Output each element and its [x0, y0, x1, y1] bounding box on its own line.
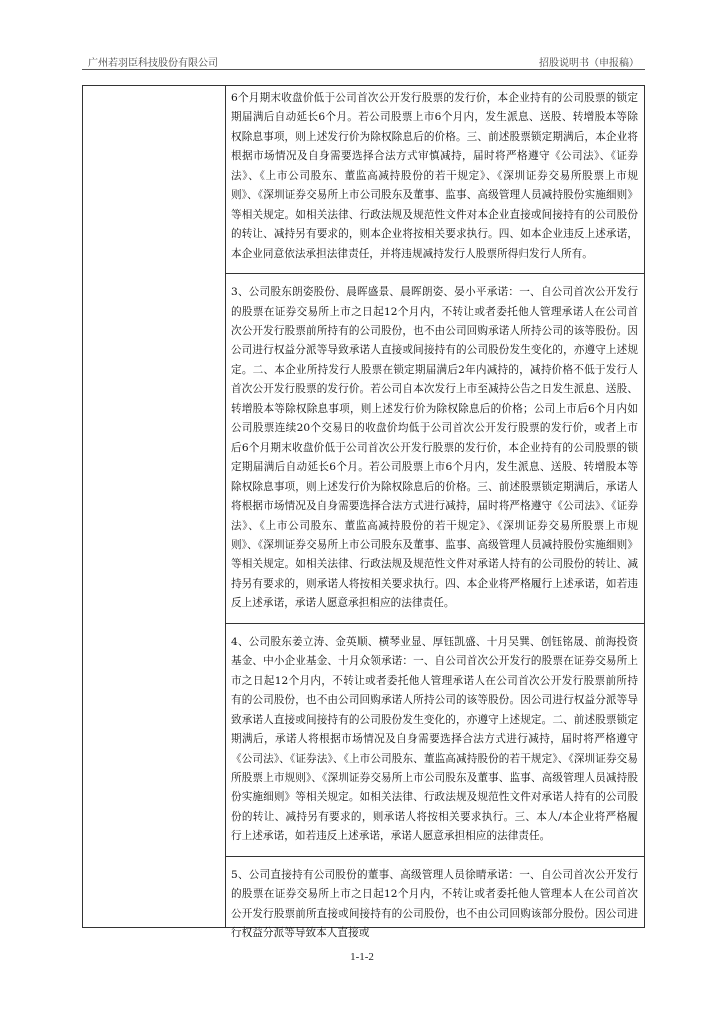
paragraph-continuation: 6个月期末收盘价低于公司首次公开发行股票的发行价，本企业持有的公司股票的锁定期届满后自动延长6个月。若公司股票上市6个月内，发生派息、送股、转增股本等除权除息事项，则上述发行价为除权除息后的价格。三、前述股票锁定期满后，本企业将根据市场情况及自身需要选择合法方式审慎减持，届时将严格遵守《公司法》、《证券法》、《上市公司股东、董监高减持股份的若干规定》、《深圳证券交易所股票上市规则》、《深圳证券交易所上市公司股东及董事、监事、高级管理人员减持股份实施细则》等相关规定。如相关法律、行政法规及规范性文件对本企业直接或间接持有的公司股份的转让、减持另有要求的，则本企业将按相关要求执行。四、如本企业违反上述承诺，本企业同意依法承担法律责任，并将违规减持发行人股票所得归发行人所有。	[231, 92, 638, 260]
row-divider	[226, 273, 644, 274]
row-divider	[226, 623, 644, 624]
paragraph-item-5: 5、公司直接持有公司股份的董事、高级管理人员徐晴承诺：一、自公司首次公开发行的股票在证券交易所上市之日起12个月内，不转让或者委托他人管理本人在公司首次公开发行股票前所直接或间接持有的公司股份，也不由公司回购该部分股份。因公司进行权益分派等导致本人直接或	[231, 868, 638, 940]
table-label-cell	[83, 86, 226, 927]
commitment-table	[82, 85, 645, 940]
document-title: 招股说明书（申报稿）	[539, 58, 639, 69]
company-name: 广州若羽臣科技股份有限公司	[88, 58, 218, 69]
paragraph-item-4: 4、公司股东姜立涛、金英顺、横琴业显、厚钰凯盛、十月吴巽、创钰铭晟、前海投资基金、中小企业基金、十月众领承诺：一、自公司首次公开发行的股票在证券交易所上市之日起12个月内，不转让或者委托他人管理承诺人在公司首次公开发行股票前所持有的公司股份，也不由公司回购承诺人所持公司的该等股份。因公司进行权益分派等导致承诺人直接或间接持有的公司股份发生变化的，亦遵守上述规定。二、前述股票锁定期满后，承诺人将根据市场情况及自身需要选择合法方式进行减持，届时将严格遵守《公司法》、《证券法》、《上市公司股东、董监高减持股份的若干规定》、《深圳证券交易所股票上市规则》、《深圳证券交易所上市公司股东及董事、监事、高级管理人员减持股份实施细则》等相关规定。如相关法律、行政法规及规范性文件对承诺人持有的公司股份的转让、减持另有要求的，则承诺人将按相关要求执行。三、本人/本企业将严格履行上述承诺，如若违反上述承诺，承诺人愿意承担相应的法律责任。	[231, 635, 638, 843]
row-divider	[226, 856, 644, 857]
page-header	[82, 50, 645, 70]
page-number: 1-1-2	[350, 951, 374, 963]
table-content-cell	[226, 86, 644, 940]
header-divider	[82, 69, 645, 70]
paragraph-item-3: 3、公司股东朗姿股份、晨晖盛景、晨晖朗姿、晏小平承诺：一、自公司首次公开发行的股票在证券交易所上市之日起12个月内，不转让或者委托他人管理承诺人在公司首次公开发行股票前所持有的公司股份，也不由公司回购承诺人所持公司的该等股份。因公司进行权益分派等导致承诺人直接或间接持有的公司股份发生变化的，亦遵守上述规定。二、本企业所持发行人股票在锁定期届满后2年内减持的，减持价格不低于发行人首次公开发行股票的发行价。若公司自本次发行上市至减持公告之日发生派息、送股、转增股本等除权除息事项，则上述发行价为除权除息后的价格；公司上市后6个月内如公司股票连续20个交易日的收盘价均低于公司首次公开发行股票的发行价，或者上市后6个月期末收盘价低于公司首次公开发行股票的发行价，本企业持有的公司股票的锁定期届满后自动延长6个月。若公司股票上市6个月内，发生派息、送股、转增股本等除权除息事项，则上述发行价为除权除息后的价格。三、前述股票锁定期满后，承诺人将根据市场情况及自身需要选择合法方式进行减持，届时将严格遵守《公司法》、《证券法》、《上市公司股东、董监高减持股份的若干规定》、《深圳证券交易所股票上市规则》、《深圳证券交易所上市公司股东及董事、监事、高级管理人员减持股份实施细则》等相关规定。如相关法律、行政法规及规范性文件对承诺人持有的公司股份的转让、减持另有要求的，则承诺人将按相关要求执行。四、本企业将严格履行上述承诺，如若违反上述承诺，承诺人愿意承担相应的法律责任。	[231, 286, 638, 610]
